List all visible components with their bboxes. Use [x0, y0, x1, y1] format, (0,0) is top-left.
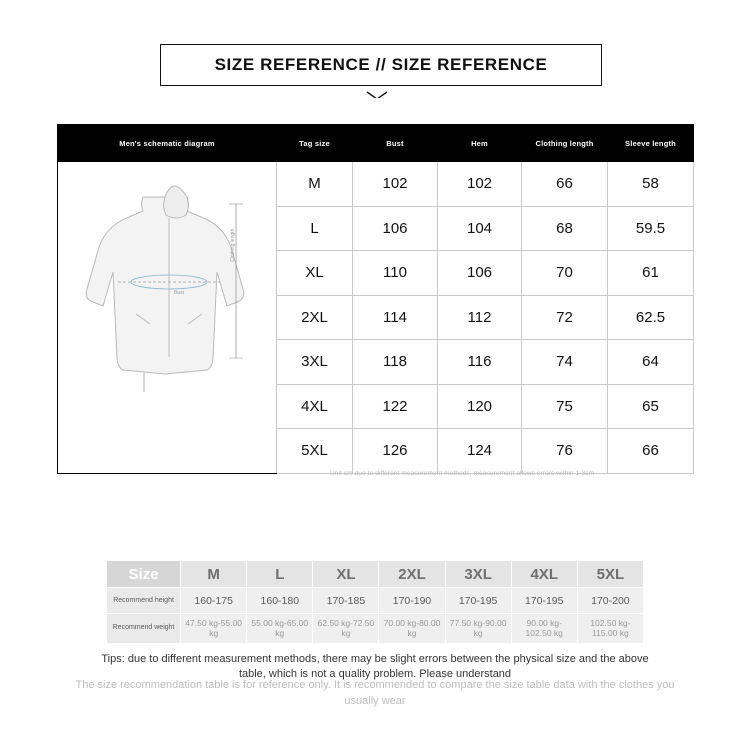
header-sleeve-length: Sleeve length — [608, 125, 694, 162]
rec-size-label: Size — [107, 561, 181, 588]
cell-tag-size: 5XL — [277, 429, 353, 474]
cell-bust: 114 — [353, 295, 438, 340]
rec-weight-xl: 62.50 kg-72.50 kg — [313, 614, 379, 644]
cell-hem: 124 — [438, 429, 522, 474]
rec-weight-row — [107, 614, 644, 644]
cell-bust: 106 — [353, 206, 438, 251]
cell-tag-size: 2XL — [277, 295, 353, 340]
cell-clothing-length: 75 — [522, 384, 608, 429]
rec-weight-l: 55.00 kg-65.00 kg — [247, 614, 313, 644]
table-row — [58, 162, 694, 207]
rec-height-row — [107, 588, 644, 614]
rec-weight-2xl: 70.00 kg-80.00 kg — [379, 614, 445, 644]
cell-clothing-length: 70 — [522, 251, 608, 296]
page-title-box — [160, 44, 602, 86]
svg-text:Clothing length: Clothing length — [230, 228, 236, 262]
rec-height-3xl: 170-195 — [445, 588, 511, 614]
rec-size-2xl: 2XL — [379, 561, 445, 588]
cell-sleeve-length: 66 — [608, 429, 694, 474]
size-table-header-row — [58, 125, 694, 162]
jacket-diagram-cell — [58, 162, 277, 474]
cell-tag-size: M — [277, 162, 353, 207]
cell-clothing-length: 72 — [522, 295, 608, 340]
rec-height-4xl: 170-195 — [511, 588, 577, 614]
cell-hem: 104 — [438, 206, 522, 251]
cell-sleeve-length: 65 — [608, 384, 694, 429]
rec-weight-4xl: 90.00 kg-102.50 kg — [511, 614, 577, 644]
cell-clothing-length: 76 — [522, 429, 608, 474]
header-bust: Bust — [353, 125, 438, 162]
size-table — [57, 124, 694, 474]
cell-hem: 116 — [438, 340, 522, 385]
cell-sleeve-length: 64 — [608, 340, 694, 385]
header-tag-size: Tag size — [277, 125, 353, 162]
cell-sleeve-length: 61 — [608, 251, 694, 296]
rec-weight-m: 47.50 kg-55.00 kg — [181, 614, 247, 644]
rec-size-l: L — [247, 561, 313, 588]
rec-header-row — [107, 561, 644, 588]
tips-text: Tips: due to different measurement methods, there may be slight errors between the physical size and the above table, which is not a quality problem. Please understand — [101, 653, 649, 680]
rec-size-m: M — [181, 561, 247, 588]
cell-hem: 120 — [438, 384, 522, 429]
rec-size-xl: XL — [313, 561, 379, 588]
rec-size-4xl: 4XL — [511, 561, 577, 588]
size-table-wrapper — [57, 124, 693, 474]
measurement-note: Unit cm due to different measurement methods, measurement allows errors within 1-3cm — [330, 470, 595, 477]
cell-clothing-length: 66 — [522, 162, 608, 207]
rec-weight-5xl: 102.50 kg-115.00 kg — [577, 614, 643, 644]
recommendation-table — [106, 560, 644, 644]
header-clothing-length: Clothing length — [522, 125, 608, 162]
rec-weight-label: Recommend weight — [107, 614, 181, 644]
cell-tag-size: 3XL — [277, 340, 353, 385]
recommendation-table-wrapper — [106, 560, 644, 644]
caret-down-icon — [365, 88, 389, 98]
header-hem: Hem — [438, 125, 522, 162]
cell-sleeve-length: 62.5 — [608, 295, 694, 340]
cell-sleeve-length: 59.5 — [608, 206, 694, 251]
rec-size-5xl: 5XL — [577, 561, 643, 588]
header-diagram: Men's schematic diagram — [58, 125, 277, 162]
rec-weight-3xl: 77.50 kg-90.00 kg — [445, 614, 511, 644]
rec-height-xl: 170-185 — [313, 588, 379, 614]
rec-height-m: 160-175 — [181, 588, 247, 614]
cell-tag-size: XL — [277, 251, 353, 296]
cell-bust: 118 — [353, 340, 438, 385]
rec-size-3xl: 3XL — [445, 561, 511, 588]
cell-bust: 126 — [353, 429, 438, 474]
cell-bust: 122 — [353, 384, 438, 429]
cell-clothing-length: 68 — [522, 206, 608, 251]
svg-text:Bust: Bust — [174, 290, 185, 296]
rec-height-2xl: 170-190 — [379, 588, 445, 614]
page-title: SIZE REFERENCE // SIZE REFERENCE — [214, 55, 548, 74]
cell-sleeve-length: 58 — [608, 162, 694, 207]
cell-hem: 112 — [438, 295, 522, 340]
cell-clothing-length: 74 — [522, 340, 608, 385]
jacket-diagram — [58, 162, 277, 473]
cell-bust: 102 — [353, 162, 438, 207]
cell-tag-size: L — [277, 206, 353, 251]
rec-height-label: Recommend height — [107, 588, 181, 614]
cell-tag-size: 4XL — [277, 384, 353, 429]
footer-note: The size recommendation table is for reference only. It is recommended to compare the size table data with the clothes you usually wear — [75, 679, 675, 707]
rec-height-5xl: 170-200 — [577, 588, 643, 614]
rec-height-l: 160-180 — [247, 588, 313, 614]
cell-bust: 110 — [353, 251, 438, 296]
cell-hem: 102 — [438, 162, 522, 207]
cell-hem: 106 — [438, 251, 522, 296]
